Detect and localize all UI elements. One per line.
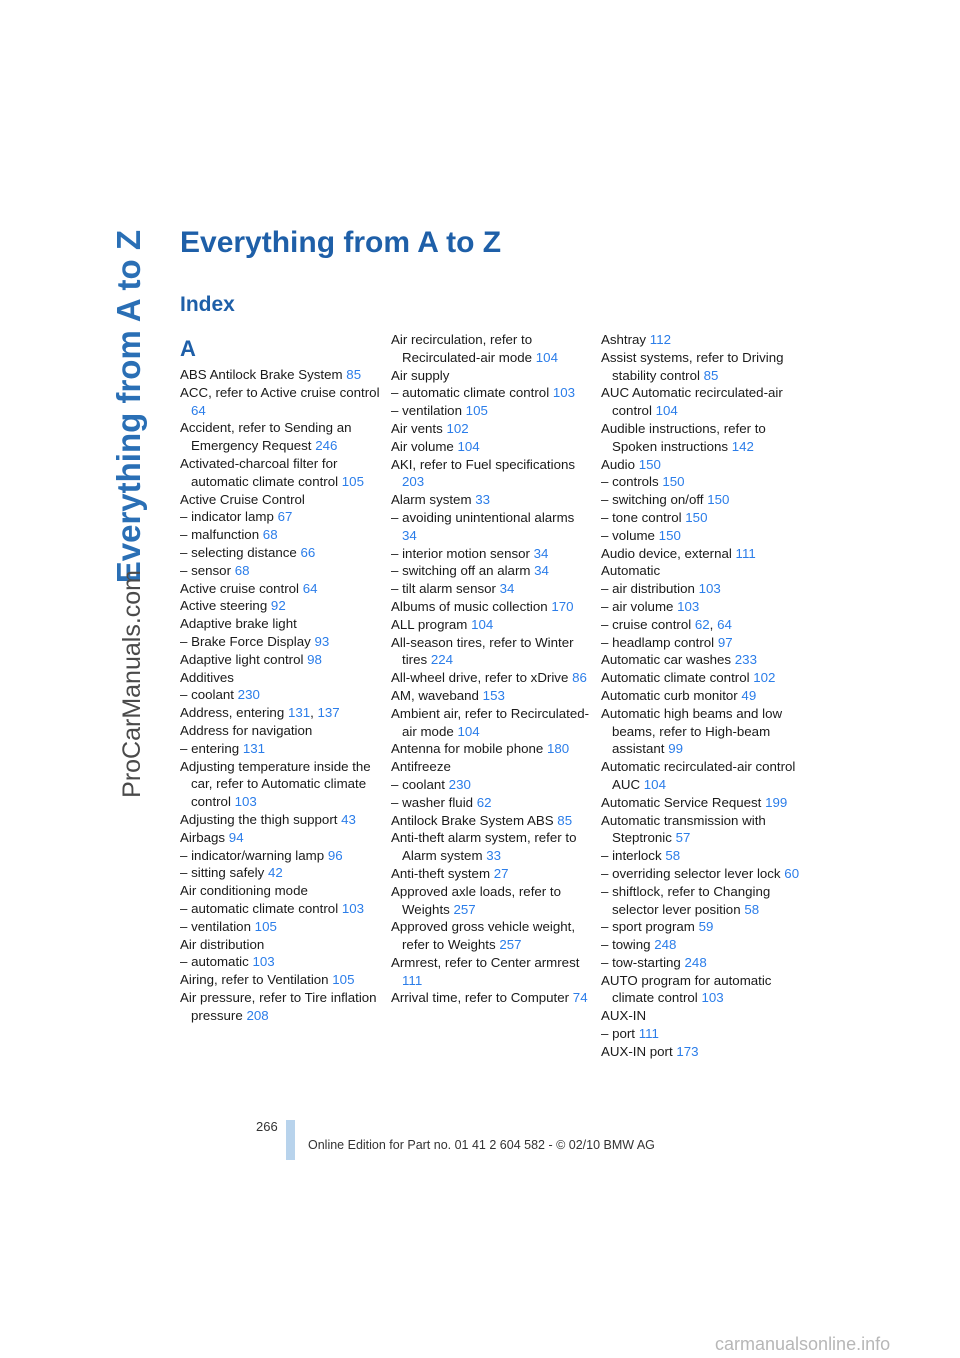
page-reference-link[interactable]: 34	[533, 545, 549, 561]
index-entry	[180, 669, 380, 687]
page-reference-link[interactable]: 43	[341, 811, 356, 827]
index-entry-text: – sport program	[601, 919, 695, 935]
index-entry	[601, 651, 801, 669]
index-entry	[601, 491, 801, 509]
index-entry-text: – port	[601, 1026, 636, 1042]
index-entry-text: All-wheel drive, refer to xDrive	[391, 670, 569, 686]
page-reference-link[interactable]: 104	[535, 349, 558, 365]
index-entry-text: – interlock	[601, 848, 662, 864]
index-entry-text: Albums of music collection	[391, 598, 548, 614]
index-entry-text: Activated-charcoal filter for automatic climate control	[180, 455, 339, 489]
index-entry	[601, 936, 801, 954]
index-entry-text: – entering	[180, 740, 240, 756]
page-reference-link[interactable]: 58	[744, 901, 760, 917]
index-entry-text: – air volume	[601, 598, 674, 614]
page-reference-link[interactable]: 230	[237, 687, 260, 703]
page-reference-link[interactable]: 34	[402, 527, 417, 543]
index-entry	[601, 545, 801, 563]
page-reference-link[interactable]: 150	[662, 474, 685, 490]
page-reference-link[interactable]: 103	[234, 794, 257, 810]
index-entry-text: ALL program	[391, 616, 468, 632]
index-entry-text: Address for navigation	[180, 722, 313, 738]
index-entry	[391, 687, 591, 705]
page-reference-link[interactable]: 150	[685, 509, 708, 525]
page-reference-link[interactable]: 49	[741, 687, 757, 703]
page-number: 266	[256, 1119, 278, 1134]
index-entry	[391, 420, 591, 438]
page-reference-link[interactable]: 62	[694, 616, 710, 632]
index-letter-heading: A	[180, 336, 196, 361]
index-entry	[180, 953, 380, 971]
index-entry-text: – washer fluid	[391, 794, 474, 810]
index-entry	[180, 864, 380, 882]
page-ref-separator: ,	[709, 616, 718, 632]
page-reference-link[interactable]: 105	[332, 972, 355, 988]
page-reference-link[interactable]: 230	[448, 776, 471, 792]
page-reference-link[interactable]: 203	[402, 474, 425, 490]
index-entry-text: – automatic climate control	[391, 385, 550, 401]
index-entry-text: – overriding selector lever lock	[601, 865, 781, 881]
index-entry	[601, 972, 801, 1008]
index-entry	[180, 989, 380, 1025]
index-entry	[391, 331, 591, 367]
index-entry-text: Ambient air, refer to Recirculated-air mode	[391, 705, 590, 739]
index-entry-text: Automatic Service Request	[601, 794, 762, 810]
page-reference-link[interactable]: 224	[430, 652, 454, 668]
page-reference-link[interactable]: 257	[453, 901, 476, 917]
index-entry	[180, 936, 380, 954]
index-entry	[180, 562, 380, 580]
index-entry	[391, 705, 591, 741]
page-reference-link[interactable]: 104	[457, 723, 480, 739]
page-reference-link[interactable]: 34	[534, 563, 549, 579]
section-title: Index	[180, 293, 235, 316]
page-reference-link[interactable]: 248	[684, 954, 707, 970]
index-entry	[601, 527, 801, 545]
page-reference-link[interactable]: 60	[784, 865, 800, 881]
page-reference-link[interactable]: 142	[731, 438, 754, 454]
page-reference-link[interactable]: 85	[703, 367, 719, 383]
page-reference-link[interactable]: 64	[191, 402, 206, 418]
index-entry-text: Arrival time, refer to Computer	[391, 990, 570, 1006]
index-entry	[601, 865, 801, 883]
index-entry-text: – headlamp control	[601, 634, 715, 650]
index-entry	[601, 705, 801, 758]
index-entry	[180, 704, 380, 722]
page-reference-link[interactable]: 111	[638, 1026, 659, 1042]
index-entry	[601, 331, 801, 349]
index-entry	[180, 722, 380, 740]
index-entry-text: Automatic high beams and low beams, refer to High-beam assistant	[601, 705, 783, 757]
index-entry-text: – avoiding unintentional alarms	[391, 509, 575, 525]
index-entry-text: Alarm system	[391, 492, 472, 508]
page-reference-link[interactable]: 180	[547, 741, 570, 757]
index-entry	[601, 634, 801, 652]
index-entry	[180, 971, 380, 989]
index-entry	[601, 1007, 801, 1025]
index-entry	[391, 545, 591, 563]
index-entry-text: Adjusting temperature inside the car, refer to Automatic climate control	[180, 758, 371, 810]
page-reference-link[interactable]: 150	[658, 527, 681, 543]
page-reference-link[interactable]: 104	[457, 438, 480, 454]
page-reference-link[interactable]: 27	[493, 865, 509, 881]
page-reference-link[interactable]: 64	[717, 616, 732, 632]
index-entry	[601, 562, 801, 580]
index-entry	[391, 402, 591, 420]
footer-edition-text: Online Edition for Part no. 01 41 2 604 582 - © 02/10 BMW AG	[308, 1138, 655, 1152]
index-entry-text: Air distribution	[180, 936, 265, 952]
index-entry-text: Adaptive brake light	[180, 616, 297, 632]
index-entry-text: – malfunction	[180, 527, 260, 543]
index-entry-text: – controls	[601, 474, 659, 490]
index-entry-text: Address, entering	[180, 705, 285, 721]
index-entry-text: – ventilation	[180, 918, 251, 934]
index-entry	[601, 509, 801, 527]
index-entry-text: Assist systems, refer to Driving stability control	[601, 349, 784, 383]
index-entry-text: Audio	[601, 456, 636, 472]
page-reference-link[interactable]: 98	[307, 651, 322, 667]
site-watermark: carmanualsonline.info	[715, 1334, 891, 1354]
index-entry	[391, 580, 591, 598]
index-entry-text: Air volume	[391, 438, 454, 454]
page-reference-link[interactable]: 173	[676, 1043, 699, 1059]
page-reference-link[interactable]: 246	[315, 438, 338, 454]
page-reference-link[interactable]: 233	[734, 652, 757, 668]
index-entry-text: Automatic	[601, 563, 661, 579]
index-entry	[180, 597, 380, 615]
index-entry	[601, 598, 801, 616]
index-entry-text: AUC Automatic recirculated-air control	[601, 385, 783, 419]
index-entry	[391, 794, 591, 812]
index-entry-text: Approved axle loads, refer to Weights	[391, 883, 562, 917]
page-reference-link[interactable]: 99	[668, 741, 683, 757]
index-entry-text: – ventilation	[391, 403, 462, 419]
index-entry	[180, 758, 380, 811]
index-entry	[601, 812, 801, 848]
page-reference-link[interactable]: 103	[252, 954, 275, 970]
page-reference-link[interactable]: 102	[446, 420, 469, 436]
index-entry	[601, 580, 801, 598]
index-entry	[601, 420, 801, 456]
index-entry	[180, 419, 380, 455]
page-reference-link[interactable]: 103	[677, 598, 700, 614]
page-reference-link[interactable]: 104	[471, 616, 494, 632]
index-entry-text: Anti-theft alarm system, refer to Alarm system	[391, 830, 577, 864]
index-entry-text: – volume	[601, 527, 655, 543]
page-title: Everything from A to Z	[180, 226, 502, 259]
page-reference-link[interactable]: 66	[300, 544, 316, 560]
index-entry-text: – sitting safely	[180, 865, 265, 881]
index-entry	[180, 455, 380, 491]
page-reference-link[interactable]: 57	[675, 830, 691, 846]
index-entry-text: Active cruise control	[180, 580, 299, 596]
index-entry-text: – shiftlock, refer to Changing selector lever position	[601, 883, 771, 917]
page-reference-link[interactable]: 92	[270, 598, 286, 614]
index-entry-text: Automatic car washes	[601, 652, 732, 668]
index-entry-text: – indicator/warning lamp	[180, 847, 325, 863]
page-reference-link[interactable]: 86	[572, 670, 587, 686]
page-reference-link[interactable]: 104	[643, 776, 666, 792]
index-entry-text: Airing, refer to Ventilation	[180, 972, 329, 988]
index-entry	[180, 633, 380, 651]
index-entry-text: Air pressure, refer to Tire inflation pressure	[180, 989, 377, 1023]
page-reference-link[interactable]: 102	[753, 670, 776, 686]
index-entry-text: Automatic climate control	[601, 670, 750, 686]
page-reference-link[interactable]: 34	[499, 581, 515, 597]
page-reference-link[interactable]: 33	[486, 848, 502, 864]
index-entry	[180, 508, 380, 526]
index-entry-text: All-season tires, refer to Winter tires	[391, 634, 574, 668]
page-reference-link[interactable]: 33	[475, 492, 491, 508]
index-entry	[180, 491, 380, 509]
index-entry	[180, 811, 380, 829]
index-entry	[180, 740, 380, 758]
index-entry-text: AM, waveband	[391, 687, 479, 703]
index-entry	[601, 349, 801, 385]
index-entry	[601, 758, 801, 794]
page-ref-separator: ,	[310, 705, 318, 721]
index-entry-text: – switching off an alarm	[391, 563, 531, 579]
index-entry	[601, 954, 801, 972]
page-reference-link[interactable]: 105	[465, 403, 488, 419]
index-entry	[391, 989, 591, 1007]
index-entry-text: Antilock Brake System ABS	[391, 812, 554, 828]
index-entry	[601, 669, 801, 687]
index-column-2	[391, 331, 591, 1007]
page-reference-link[interactable]: 74	[572, 990, 588, 1006]
index-entry-text: Automatic curb monitor	[601, 687, 738, 703]
index-entry-text: – air distribution	[601, 581, 695, 597]
index-entry	[601, 847, 801, 865]
index-entry	[391, 883, 591, 919]
index-entry-text: – towing	[601, 937, 651, 953]
index-entry	[180, 900, 380, 918]
index-entry-text: – tone control	[601, 509, 682, 525]
index-entry	[180, 366, 380, 384]
page-reference-link[interactable]: 112	[649, 332, 671, 347]
index-entry-text: – cruise control	[601, 616, 692, 632]
index-entry	[391, 438, 591, 456]
index-entry-text: AUX-IN	[601, 1008, 647, 1024]
index-entry	[391, 634, 591, 670]
index-entry-text: Automatic transmission with Steptronic	[601, 812, 766, 846]
page-reference-link[interactable]: 85	[346, 367, 362, 382]
index-entry	[180, 918, 380, 936]
page-reference-link[interactable]: 67	[277, 509, 293, 525]
index-entry-text: Adjusting the thigh support	[180, 811, 338, 827]
page-reference-link[interactable]: 62	[476, 794, 492, 810]
index-entry-text: – interior motion sensor	[391, 545, 530, 561]
index-entry-text: Additives	[180, 669, 234, 685]
index-entry	[391, 367, 591, 385]
index-entry-text: Antifreeze	[391, 759, 451, 775]
index-entry	[391, 865, 591, 883]
index-entry-text: AKI, refer to Fuel specifications	[391, 456, 576, 472]
index-entry-text: Air conditioning mode	[180, 883, 308, 899]
index-entry-text: Audio device, external	[601, 545, 732, 561]
index-entry	[601, 1043, 801, 1061]
index-entry	[391, 384, 591, 402]
index-entry	[180, 829, 380, 847]
side-watermark: ProCarManuals.com	[118, 570, 146, 798]
index-entry	[180, 384, 380, 420]
index-entry	[601, 794, 801, 812]
page-reference-link[interactable]: 59	[698, 919, 714, 935]
index-column-3	[601, 331, 801, 1061]
index-entry	[391, 740, 591, 758]
page-reference-link[interactable]: 97	[717, 634, 733, 650]
page-reference-link[interactable]: 248	[654, 937, 677, 953]
index-entry	[391, 758, 591, 776]
page-reference-link[interactable]: 104	[655, 403, 678, 419]
page-reference-link[interactable]: 103	[552, 385, 576, 401]
page-reference-link[interactable]: 170	[551, 598, 574, 614]
page-reference-link[interactable]: 153	[482, 687, 505, 703]
page-reference-link[interactable]: 42	[267, 865, 283, 881]
page-reference-link[interactable]: 68	[234, 562, 250, 578]
index-entry-text: – tow-starting	[601, 954, 681, 970]
page-reference-link[interactable]: 199	[765, 794, 788, 810]
index-entry	[391, 954, 591, 990]
index-entry-text: Active steering	[180, 598, 268, 614]
index-entry	[601, 616, 801, 634]
index-entry-text: Adaptive light control	[180, 651, 304, 667]
page-reference-link[interactable]: 68	[262, 527, 278, 543]
index-entry-text: Armrest, refer to Center armrest	[391, 954, 580, 970]
index-entry-text: – automatic climate control	[180, 900, 339, 916]
index-entry	[391, 776, 591, 794]
index-entry-text: Antenna for mobile phone	[391, 741, 544, 757]
footer-accent-bar	[286, 1120, 295, 1160]
index-entry	[601, 687, 801, 705]
index-entry	[391, 829, 591, 865]
index-entry-text: – automatic	[180, 954, 249, 970]
side-chapter-title: Everything from A to Z	[110, 230, 147, 584]
page-reference-link[interactable]: 208	[246, 1007, 269, 1023]
index-entry-text: Ashtray	[601, 332, 647, 347]
index-entry	[391, 509, 591, 545]
index-entry	[180, 615, 380, 633]
index-entry-text: – tilt alarm sensor	[391, 581, 496, 597]
page-reference-link[interactable]: 150	[638, 456, 661, 472]
page-reference-link[interactable]: 64	[302, 580, 318, 596]
index-entry	[180, 882, 380, 900]
index-entry-text: Audible instructions, refer to Spoken instructions	[601, 420, 766, 454]
page-reference-link[interactable]: 103	[698, 581, 721, 597]
index-entry	[391, 491, 591, 509]
index-entry	[180, 651, 380, 669]
page-reference-link[interactable]: 257	[499, 937, 522, 953]
index-entry	[601, 456, 801, 474]
index-entry-text: Active Cruise Control	[180, 491, 305, 507]
page-reference-link[interactable]: 96	[327, 847, 343, 863]
index-entry-text: AUX-IN port	[601, 1043, 673, 1059]
index-entry-text: Accident, refer to Sending an Emergency Request	[180, 420, 352, 454]
index-entry-text: – selecting distance	[180, 544, 297, 560]
index-entry-text: – Brake Force Display	[180, 633, 311, 649]
index-entry-text: ABS Antilock Brake System	[180, 367, 343, 382]
index-entry-text: AUTO program for automatic climate control	[601, 972, 772, 1006]
index-entry	[391, 562, 591, 580]
index-entry	[180, 544, 380, 562]
page-reference-link[interactable]: 105	[341, 473, 364, 489]
index-entry-text: Air recirculation, refer to Recirculated-air mode	[391, 332, 533, 365]
page-reference-link[interactable]: 103	[341, 900, 365, 916]
index-entry-text: – coolant	[391, 776, 445, 792]
index-entry-text: – switching on/off	[601, 492, 704, 508]
index-entry	[391, 669, 591, 687]
index-entry-text: ACC, refer to Active cruise control	[180, 384, 380, 400]
index-entry-text: Air supply	[391, 367, 450, 383]
index-entry-text: Automatic recirculated-air control AUC	[601, 759, 796, 792]
page-reference-link[interactable]: 137	[317, 705, 340, 721]
index-entry	[180, 847, 380, 865]
index-entry-text: Air vents	[391, 420, 443, 436]
index-entry	[180, 526, 380, 544]
index-entry	[601, 473, 801, 491]
index-entry	[391, 598, 591, 616]
page-reference-link[interactable]: 58	[665, 848, 681, 864]
page-reference-link[interactable]: 111	[402, 972, 423, 988]
index-entry	[391, 456, 591, 492]
index-entry-text: Approved gross vehicle weight, refer to Weights	[391, 919, 576, 953]
index-entry-text: – indicator lamp	[180, 509, 274, 525]
index-entry	[180, 686, 380, 704]
index-entry	[391, 918, 591, 954]
page-reference-link[interactable]: 85	[557, 812, 573, 828]
page-reference-link[interactable]: 94	[228, 829, 244, 845]
page-reference-link[interactable]: 105	[254, 918, 277, 934]
page-reference-link[interactable]: 93	[314, 633, 330, 649]
index-entry	[601, 1025, 801, 1043]
index-entry-text: Airbags	[180, 829, 226, 845]
page-reference-link[interactable]: 131	[242, 740, 266, 756]
index-entry-text: Anti-theft system	[391, 865, 491, 881]
index-entry	[601, 883, 801, 919]
page-reference-link[interactable]: 103	[701, 990, 724, 1006]
page-reference-link[interactable]: 111	[735, 545, 756, 561]
index-entry-text: – sensor	[180, 562, 231, 578]
index-entry	[601, 384, 801, 420]
index-column-1	[180, 331, 380, 1024]
index-entry	[180, 580, 380, 598]
index-entry	[391, 616, 591, 634]
page-reference-link[interactable]: 131	[287, 705, 311, 721]
index-entry	[391, 812, 591, 830]
index-entry-text: – coolant	[180, 687, 234, 703]
index-entry	[601, 918, 801, 936]
page-reference-link[interactable]: 150	[707, 492, 730, 508]
